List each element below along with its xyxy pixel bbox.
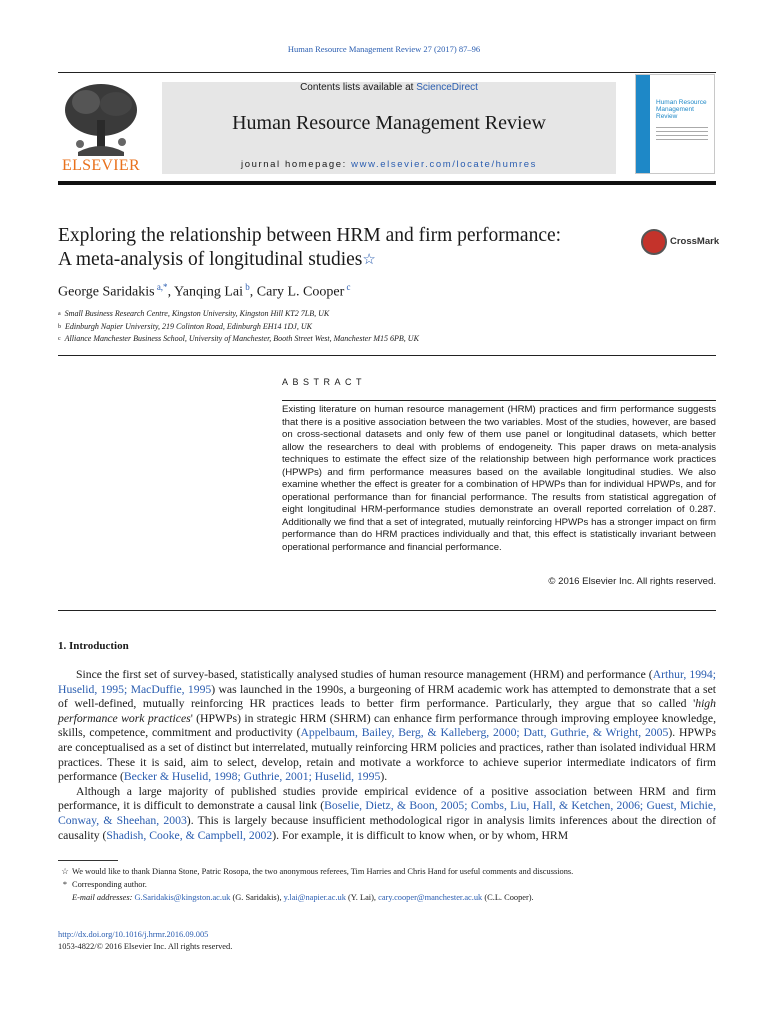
cover-title: Human Resource Management Review [656,99,707,120]
doi-block [58,929,232,953]
footnote-corresponding-text: Corresponding author. [72,880,147,889]
paragraph-text: Since the first set of survey-based, statistically analysed studies of human resource management (HRM) and performance ( [76,668,653,681]
email-link[interactable]: y.lai@napier.ac.uk [283,893,346,902]
email-label: E-mail addresses: [72,893,135,902]
crossmark-icon [641,229,667,255]
author-affiliation-marker[interactable]: c [344,282,351,292]
header-thick-rule [58,181,716,185]
footnote-rule [58,860,118,861]
intro-paragraph-2 [58,785,716,843]
affiliation-rule [58,355,716,356]
email-owner: (G. Saridakis), [230,893,284,902]
footnote-asterisk-mark: * [62,880,68,889]
paragraph-text: ). HPWPs are conceptualised as a set of distinct but interrelated, mutually reinforcing HRM policies and practices, rather than isolated individual HRM practices. These it is said, aim to select, develop, retain and motivate a workforce to achieve superior intermediate indicators of firm performance ( [58,726,716,784]
section-heading-introduction: 1. Introduction [58,640,129,652]
contents-line [162,82,616,93]
abstract-rule [282,400,716,401]
elsevier-wordmark: ELSEVIER [62,157,140,174]
email-link[interactable]: cary.cooper@manchester.ac.uk [378,893,483,902]
citation-link[interactable]: Shadish, Cooke, & Campbell, 2002 [106,828,273,842]
sciencedirect-link[interactable]: ScienceDirect [416,82,478,93]
journal-cover-thumbnail[interactable] [635,74,715,174]
cover-text-lines [656,127,708,143]
journal-reference[interactable] [0,44,768,54]
homepage-prefix: journal homepage: [241,159,352,170]
paragraph-text: ). [380,770,388,784]
author-separator: , [249,284,257,300]
title-line-2: A meta-analysis of longitudinal studies [58,249,363,270]
abstract-text: Existing literature on human resource management (HRM) practices and firm performance suggests that there is a positive association between the two variables. Most of the studies, however, are based on cross-sectional datasets and only few of them use panel or longitudinal datasets, which better allow the researchers to deal with problems of endogeneity. This paper draws on meta-analysis techniques to estimate the effect size of the relationship between high performance work practices (HPWPs) and firm performance measures based on the available longitudinal studies. We also examine whether the effect is greater for a combination of HPWPs than for individual HPWPs, and for operational performance than for financial performance. The results from statistical aggregation of eight longitudinal HRM-performance studies demonstrate an overall reported correlation of 0.287. Additionally we find that a set of integrated, mutually reinforcing HPWPs has a stronger impact on firm performance than do HRM practices individually and that, this effect is statistically invariant between operational performance and financial performance. [282,404,716,553]
author-name[interactable]: George Saridakis [58,284,155,300]
title-star-footnote-link[interactable]: ☆ [362,252,376,268]
crossmark-button[interactable] [641,229,721,255]
article-title [58,224,628,272]
paragraph-text: ). For example, it is difficult to know when, or by whom, HRM [272,828,569,842]
author-name[interactable]: Cary L. Cooper [256,284,345,300]
title-line-1: Exploring the relationship between HRM and firm performance: [58,225,562,246]
paragraph-text: ) was launched in the 1990s, a burgeoning of HRM academic work has attempted to demonstrate that a set of well-defined, mutually reinforcing HR practices leads to better firm performance. Particularly, they argue that so called ' [58,682,716,711]
paragraph-text: Although a large majority of published studies provide empirical evidence of a positive association between HRM and firm performance, it is difficult to demonstrate a causal link ( [58,784,716,813]
affiliation-text: Alliance Manchester Business School, University of Manchester, Booth Street West, Manchester M15 6PB, UK [64,334,419,343]
footnote-acknowledgement-text: We would like to thank Dianna Stone, Patric Rosopa, the two anonymous referees, Tim Harries and Chris Hand for useful comments and discussions. [72,867,574,876]
citation-link[interactable]: Appelbaum, Bailey, Berg, & Kalleberg, 2000; Datt, Guthrie, & Wright, 2005 [300,726,669,740]
top-rule [58,72,716,73]
affiliation-item [58,308,419,321]
crossmark-label: CrossMark [670,236,720,247]
footnote-emails [58,891,716,904]
doi-link[interactable]: http://dx.doi.org/10.1016/j.hrmr.2016.09.005 [58,930,209,939]
email-owner: (Y. Lai), [345,893,379,902]
citation-link[interactable]: Arthur, 1994; Huselid, 1995; MacDuffie, 1995 [58,668,716,696]
paragraph-text: ' (HPWPs) in strategic HRM (SHRM) can enhance firm performance through improving employee knowledge, skills, competence, commitment and productivity ( [58,711,716,740]
cover-color-band [636,75,650,173]
journal-title: Human Resource Management Review [232,112,546,134]
paragraph-text: ). This is largely because insufficient methodological rigor in analysis limits inferences about the direction of causality ( [58,813,716,842]
affiliation-text: Edinburgh Napier University, 219 Colinton Road, Edinburgh EH14 1DJ, UK [65,321,312,331]
footnote-corresponding [58,878,716,891]
email-link[interactable]: G.Saridakis@kingston.ac.uk [134,893,231,902]
footnote-acknowledgement [58,865,716,878]
citation-link[interactable]: Becker & Huselid, 1998; Guthrie, 2001; Huselid, 1995 [123,770,381,784]
affiliation-text: Small Business Research Centre, Kingston University, Kingston Hill KT2 7LB, UK [64,309,330,318]
footnotes [58,865,716,904]
journal-homepage-line [162,159,616,170]
intro-paragraph-1 [58,668,716,785]
affiliation-item [58,321,419,334]
author-separator: , [167,284,175,300]
journal-reference-link[interactable]: Human Resource Management Review 27 (2017) 87–96 [287,44,481,54]
affiliation-item [58,333,419,346]
introduction-body [58,668,716,843]
title-line-2-wrap [58,248,628,272]
abstract-heading: ABSTRACT [282,377,367,387]
affiliation-mark: a [58,311,61,317]
author-affiliation-marker[interactable]: a,* [154,282,168,292]
affiliation-list [58,308,419,346]
abstract-copyright: © 2016 Elsevier Inc. All rights reserved. [548,576,716,587]
contents-prefix: Contents lists available at [300,82,417,93]
affiliation-mark: c [58,336,61,342]
issn-line: 1053-4822/© 2016 Elsevier Inc. All rights reserved. [58,942,233,951]
emphasized-text: high performance work practices [58,697,716,725]
email-owner: (C.L. Cooper). [482,893,534,902]
author-affiliation-marker[interactable]: b [243,282,250,292]
affiliation-mark: b [58,323,61,330]
author-list [58,282,351,301]
footnote-star-mark: ☆ [61,867,69,876]
abstract-bottom-rule [58,610,716,611]
author-name[interactable]: Yanqing Lai [174,284,244,300]
citation-link[interactable]: Boselie, Dietz, & Boon, 2005; Combs, Liu, Hall, & Ketchen, 2006; Guest, Michie, Conway, & Sheehan, 2003 [58,799,716,827]
homepage-link[interactable]: www.elsevier.com/locate/humres [351,159,537,170]
